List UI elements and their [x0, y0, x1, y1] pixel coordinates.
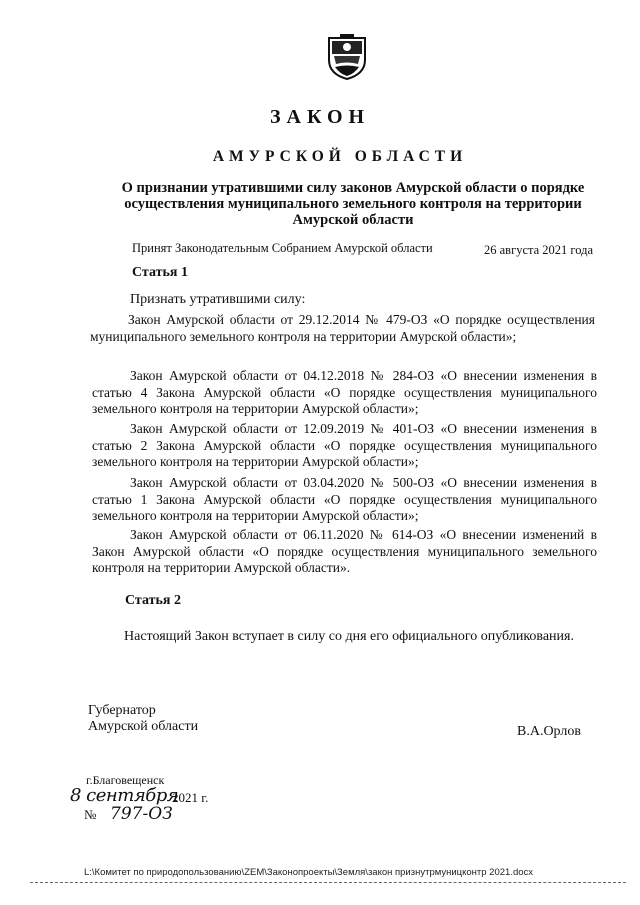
- place-of-signing: г.Благовещенск: [86, 773, 165, 787]
- law-heading: О признании утратившими силу законов Амурской области о порядке осуществления муниципального земельного контроля на территории Амурской области: [121, 180, 585, 228]
- coat-of-arms-icon: [326, 34, 368, 80]
- article-2-text: Настоящий Закон вступает в силу со дня его официального опубликования.: [124, 629, 574, 644]
- adopted-by: Принят Законодательным Собранием Амурской области: [132, 241, 433, 255]
- signatory-position-region: Амурской области: [88, 719, 199, 734]
- repealed-law-item: Закон Амурской области от 29.12.2014 № 479-ОЗ «О порядке осуществления муниципального земельного контроля на территории Амурской области»;: [90, 312, 595, 344]
- article-1-lead: Признать утратившими силу:: [130, 292, 306, 307]
- repealed-law-item: Закон Амурской области от 04.12.2018 № 284-ОЗ «О внесении изменения в статью 4 Закона Амурской области «О порядке осуществления муниципального земельного контроля на территории Амурской области»;: [92, 368, 597, 416]
- footer-divider: [30, 882, 626, 883]
- file-path: L:\Комитет по природопользованию\ZEM\Законопроекты\Земля\закон признутрмуницконтр 2021.docx: [84, 867, 534, 878]
- signatory-position: Губернатор: [88, 703, 156, 718]
- article-2-title: Статья 2: [125, 593, 181, 608]
- handwritten-law-number: 797-ОЗ: [110, 804, 173, 824]
- document-title: ЗАКОН: [269, 106, 371, 128]
- handwritten-date: 8 сентября: [70, 785, 179, 806]
- signatory-name: В.А.Орлов: [517, 724, 581, 739]
- adopted-date: 26 августа 2021 года: [484, 243, 594, 257]
- article-1-title: Статья 1: [132, 265, 188, 280]
- number-sign: №: [84, 807, 97, 822]
- signing-year: 2021 г.: [172, 790, 209, 805]
- repealed-law-item: Закон Амурской области от 06.11.2020 № 614-ОЗ «О внесении изменений в Закон Амурской области «О порядке осуществления муниципального земельного контроля на территории Амурской области».: [92, 527, 597, 575]
- repealed-law-item: Закон Амурской области от 12.09.2019 № 401-ОЗ «О внесении изменения в статью 2 Закона Амурской области «О порядке осуществления муниципального земельного контроля на территории Амурской области»;: [92, 421, 597, 469]
- repealed-law-item: Закон Амурской области от 03.04.2020 № 500-ОЗ «О внесении изменения в статью 1 Закона Амурской области «О порядке осуществления муниципального земельного контроля на территории Амурской области»;: [92, 475, 597, 523]
- region-name: АМУРСКОЙ ОБЛАСТИ: [212, 148, 468, 165]
